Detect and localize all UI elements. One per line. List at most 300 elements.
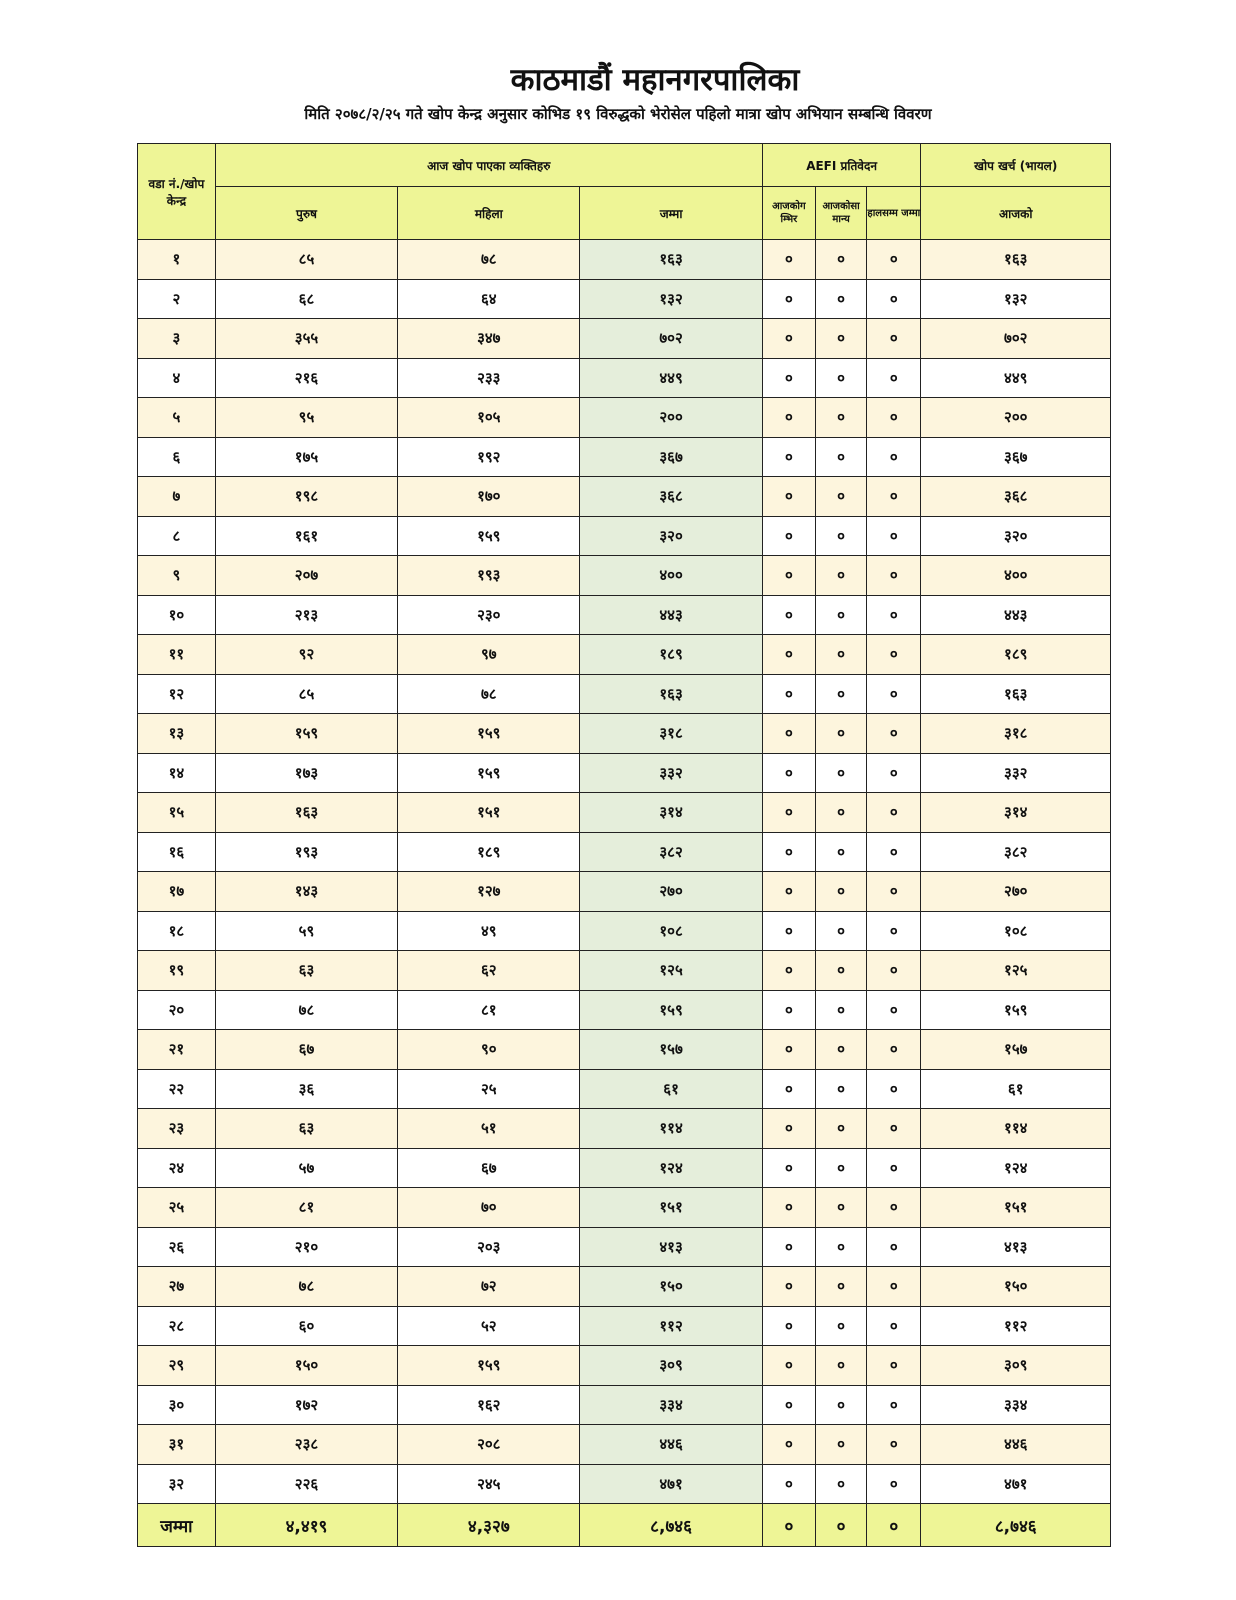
cell-ward: ५ xyxy=(138,398,216,438)
cell-ward: २० xyxy=(138,990,216,1030)
cell-aefi-cumulative: ० xyxy=(867,1148,921,1188)
cell-male: ६३ xyxy=(215,951,397,991)
cell-aefi-minor: ० xyxy=(762,1346,815,1386)
cell-vials: ३६८ xyxy=(921,477,1111,517)
cell-aefi-minor: ० xyxy=(762,556,815,596)
table-row xyxy=(138,1385,1111,1425)
header-vaccine-used: खोप खर्च (भायल) xyxy=(921,144,1111,187)
cell-female: २०३ xyxy=(398,1227,580,1267)
cell-male: १९३ xyxy=(215,832,397,872)
cell-vials: १८९ xyxy=(921,635,1111,675)
cell-aefi-cumulative: ० xyxy=(867,1227,921,1267)
cell-total: ३८२ xyxy=(580,832,762,872)
cell-vials: १५१ xyxy=(921,1188,1111,1228)
cell-aefi-cumulative: ० xyxy=(867,1425,921,1465)
cell-ward: १२ xyxy=(138,674,216,714)
cell-aefi-minor: ० xyxy=(762,1385,815,1425)
cell-ward: २७ xyxy=(138,1267,216,1307)
cell-total: १६३ xyxy=(580,674,762,714)
table-row xyxy=(138,556,1111,596)
cell-vials: ३१८ xyxy=(921,714,1111,754)
cell-ward: १५ xyxy=(138,793,216,833)
cell-vials: ३३२ xyxy=(921,753,1111,793)
cell-aefi-cumulative: ० xyxy=(867,319,921,359)
cell-male: १५९ xyxy=(215,714,397,754)
table-row xyxy=(138,1464,1111,1504)
cell-female: ७० xyxy=(398,1188,580,1228)
cell-aefi-major: ० xyxy=(815,635,866,675)
cell-aefi-major: ० xyxy=(815,1109,866,1149)
cell-ward: २३ xyxy=(138,1109,216,1149)
cell-vials: ४०० xyxy=(921,556,1111,596)
cell-aefi-cumulative: ० xyxy=(867,793,921,833)
cell-ward: २१ xyxy=(138,1030,216,1070)
cell-total: १५० xyxy=(580,1267,762,1307)
cell-vials: ६१ xyxy=(921,1069,1111,1109)
cell-female: ६२ xyxy=(398,951,580,991)
cell-aefi-cumulative: ० xyxy=(867,832,921,872)
cell-total: ३६७ xyxy=(580,437,762,477)
cell-ward: २८ xyxy=(138,1306,216,1346)
cell-aefi-minor: ० xyxy=(762,477,815,517)
cell-vials: ४७१ xyxy=(921,1464,1111,1504)
cell-aefi-minor: ० xyxy=(762,674,815,714)
cell-ward: ८ xyxy=(138,516,216,556)
cell-female: ६४ xyxy=(398,279,580,319)
cell-aefi-minor: ० xyxy=(762,753,815,793)
cell-female: १६२ xyxy=(398,1385,580,1425)
cell-ward: १९ xyxy=(138,951,216,991)
table-row xyxy=(138,1188,1111,1228)
cell-total: ७०२ xyxy=(580,319,762,359)
totals-aefi-minor: ० xyxy=(762,1504,815,1547)
header-female: महिला xyxy=(398,187,580,240)
cell-aefi-major: ० xyxy=(815,1227,866,1267)
cell-female: ५२ xyxy=(398,1306,580,1346)
cell-male: ८५ xyxy=(215,240,397,280)
cell-ward: २ xyxy=(138,279,216,319)
cell-aefi-minor: ० xyxy=(762,1227,815,1267)
cell-aefi-minor: ० xyxy=(762,1425,815,1465)
cell-aefi-major: ० xyxy=(815,1385,866,1425)
cell-ward: १६ xyxy=(138,832,216,872)
cell-vials: ४१३ xyxy=(921,1227,1111,1267)
cell-aefi-major: ० xyxy=(815,437,866,477)
cell-aefi-minor: ० xyxy=(762,358,815,398)
cell-male: ६८ xyxy=(215,279,397,319)
cell-aefi-minor: ० xyxy=(762,398,815,438)
cell-male: २१६ xyxy=(215,358,397,398)
cell-male: १४३ xyxy=(215,872,397,912)
cell-ward: ३० xyxy=(138,1385,216,1425)
cell-aefi-cumulative: ० xyxy=(867,1346,921,1386)
cell-aefi-major: ० xyxy=(815,477,866,517)
cell-ward: १ xyxy=(138,240,216,280)
cell-aefi-major: ० xyxy=(815,556,866,596)
cell-aefi-major: ० xyxy=(815,990,866,1030)
cell-aefi-cumulative: ० xyxy=(867,437,921,477)
cell-aefi-cumulative: ० xyxy=(867,240,921,280)
cell-aefi-minor: ० xyxy=(762,1267,815,1307)
cell-ward: ९ xyxy=(138,556,216,596)
cell-vials: १५० xyxy=(921,1267,1111,1307)
table-row xyxy=(138,1346,1111,1386)
cell-aefi-cumulative: ० xyxy=(867,516,921,556)
table-row xyxy=(138,1267,1111,1307)
cell-aefi-minor: ० xyxy=(762,635,815,675)
table-row xyxy=(138,358,1111,398)
cell-total: ४०० xyxy=(580,556,762,596)
cell-female: ६७ xyxy=(398,1148,580,1188)
cell-total: १५९ xyxy=(580,990,762,1030)
cell-male: ९२ xyxy=(215,635,397,675)
cell-aefi-major: ० xyxy=(815,1030,866,1070)
cell-vials: १५७ xyxy=(921,1030,1111,1070)
cell-female: २३० xyxy=(398,595,580,635)
cell-vials: ३०९ xyxy=(921,1346,1111,1386)
cell-ward: २४ xyxy=(138,1148,216,1188)
cell-aefi-minor: ० xyxy=(762,714,815,754)
cell-aefi-major: ० xyxy=(815,951,866,991)
header-aefi-cumulative: हालसम्म जम्मा xyxy=(867,187,921,240)
cell-aefi-major: ० xyxy=(815,1148,866,1188)
cell-aefi-major: ० xyxy=(815,1267,866,1307)
cell-aefi-cumulative: ० xyxy=(867,1188,921,1228)
totals-aefi-cumulative: ० xyxy=(867,1504,921,1547)
cell-vials: १६३ xyxy=(921,674,1111,714)
table-row xyxy=(138,911,1111,951)
cell-ward: १८ xyxy=(138,911,216,951)
cell-female: २०८ xyxy=(398,1425,580,1465)
header-ward: वडा नं./खोप केन्द्र xyxy=(138,144,216,240)
cell-vials: ३२० xyxy=(921,516,1111,556)
cell-total: ११२ xyxy=(580,1306,762,1346)
cell-ward: १४ xyxy=(138,753,216,793)
cell-male: १६३ xyxy=(215,793,397,833)
cell-male: ३५५ xyxy=(215,319,397,359)
totals-male: ४,४१९ xyxy=(215,1504,397,1547)
cell-aefi-minor: ० xyxy=(762,1464,815,1504)
cell-total: ३३२ xyxy=(580,753,762,793)
cell-aefi-minor: ० xyxy=(762,240,815,280)
cell-aefi-major: ० xyxy=(815,714,866,754)
cell-vials: २७० xyxy=(921,872,1111,912)
cell-aefi-minor: ० xyxy=(762,872,815,912)
cell-male: १५० xyxy=(215,1346,397,1386)
cell-ward: १० xyxy=(138,595,216,635)
cell-male: १७३ xyxy=(215,753,397,793)
header-male: पुरुष xyxy=(215,187,397,240)
cell-female: १७० xyxy=(398,477,580,517)
cell-female: २४५ xyxy=(398,1464,580,1504)
table-row xyxy=(138,832,1111,872)
cell-female: १५९ xyxy=(398,753,580,793)
table-row xyxy=(138,595,1111,635)
cell-total: ३१४ xyxy=(580,793,762,833)
cell-aefi-major: ० xyxy=(815,1425,866,1465)
cell-aefi-minor: ० xyxy=(762,1306,815,1346)
cell-aefi-major: ० xyxy=(815,240,866,280)
cell-aefi-major: ० xyxy=(815,1464,866,1504)
cell-vials: ३८२ xyxy=(921,832,1111,872)
cell-male: ५९ xyxy=(215,911,397,951)
page-subtitle: मिति २०७८/२/२५ गते खोप केन्द्र अनुसार कोभिड १९ विरुद्धको भेरोसेल पहिलो मात्रा खोप अभियान सम्बन्धि विवरण xyxy=(304,105,932,123)
cell-total: ४१३ xyxy=(580,1227,762,1267)
header-aefi-today-major: आजकोसा मान्य xyxy=(815,187,866,240)
cell-aefi-cumulative: ० xyxy=(867,1030,921,1070)
cell-aefi-cumulative: ० xyxy=(867,990,921,1030)
cell-female: १५१ xyxy=(398,793,580,833)
cell-female: ७८ xyxy=(398,674,580,714)
cell-aefi-major: ० xyxy=(815,1306,866,1346)
cell-ward: ३१ xyxy=(138,1425,216,1465)
cell-aefi-cumulative: ० xyxy=(867,398,921,438)
table-row xyxy=(138,990,1111,1030)
table-row xyxy=(138,477,1111,517)
header-vaccine-today: आजको xyxy=(921,187,1111,240)
cell-aefi-cumulative: ० xyxy=(867,1069,921,1109)
cell-ward: ३२ xyxy=(138,1464,216,1504)
cell-aefi-minor: ० xyxy=(762,911,815,951)
cell-aefi-major: ० xyxy=(815,832,866,872)
cell-aefi-major: ० xyxy=(815,793,866,833)
cell-vials: ११४ xyxy=(921,1109,1111,1149)
page-title: काठमाडौं महानगरपालिका xyxy=(510,62,800,98)
cell-ward: २९ xyxy=(138,1346,216,1386)
cell-aefi-minor: ० xyxy=(762,951,815,991)
cell-aefi-minor: ० xyxy=(762,1109,815,1149)
cell-total: १२५ xyxy=(580,951,762,991)
cell-aefi-cumulative: ० xyxy=(867,714,921,754)
cell-male: १७५ xyxy=(215,437,397,477)
cell-male: ७८ xyxy=(215,1267,397,1307)
cell-vials: ४४९ xyxy=(921,358,1111,398)
cell-male: ८१ xyxy=(215,1188,397,1228)
cell-aefi-cumulative: ० xyxy=(867,911,921,951)
cell-aefi-minor: ० xyxy=(762,279,815,319)
table-row xyxy=(138,635,1111,675)
cell-male: १९८ xyxy=(215,477,397,517)
cell-aefi-cumulative: ० xyxy=(867,1109,921,1149)
cell-aefi-cumulative: ० xyxy=(867,1385,921,1425)
cell-ward: २५ xyxy=(138,1188,216,1228)
table-row xyxy=(138,437,1111,477)
cell-aefi-cumulative: ० xyxy=(867,753,921,793)
table-row xyxy=(138,753,1111,793)
cell-vials: १२५ xyxy=(921,951,1111,991)
cell-female: ९० xyxy=(398,1030,580,1070)
table-row xyxy=(138,398,1111,438)
cell-male: ६० xyxy=(215,1306,397,1346)
cell-aefi-major: ० xyxy=(815,516,866,556)
cell-female: १२७ xyxy=(398,872,580,912)
cell-female: २३३ xyxy=(398,358,580,398)
cell-aefi-major: ० xyxy=(815,595,866,635)
cell-total: १५७ xyxy=(580,1030,762,1070)
cell-aefi-major: ० xyxy=(815,358,866,398)
table-row xyxy=(138,793,1111,833)
cell-aefi-major: ० xyxy=(815,1346,866,1386)
cell-aefi-minor: ० xyxy=(762,832,815,872)
table-row xyxy=(138,240,1111,280)
cell-total: २७० xyxy=(580,872,762,912)
cell-male: ८५ xyxy=(215,674,397,714)
table-row xyxy=(138,714,1111,754)
cell-aefi-minor: ० xyxy=(762,1148,815,1188)
cell-aefi-cumulative: ० xyxy=(867,951,921,991)
cell-aefi-minor: ० xyxy=(762,595,815,635)
cell-aefi-major: ० xyxy=(815,872,866,912)
cell-aefi-cumulative: ० xyxy=(867,1267,921,1307)
header-aefi-report: AEFI प्रतिवेदन xyxy=(762,144,921,187)
cell-vials: १२४ xyxy=(921,1148,1111,1188)
cell-aefi-cumulative: ० xyxy=(867,279,921,319)
table-row xyxy=(138,1148,1111,1188)
cell-male: १७२ xyxy=(215,1385,397,1425)
table-row xyxy=(138,1227,1111,1267)
cell-total: १०८ xyxy=(580,911,762,951)
cell-female: ७८ xyxy=(398,240,580,280)
table-row xyxy=(138,674,1111,714)
cell-total: १६३ xyxy=(580,240,762,280)
cell-aefi-cumulative: ० xyxy=(867,358,921,398)
cell-ward: ११ xyxy=(138,635,216,675)
cell-total: ४४३ xyxy=(580,595,762,635)
vaccination-table xyxy=(137,143,1111,1547)
cell-female: ८१ xyxy=(398,990,580,1030)
cell-total: ४४६ xyxy=(580,1425,762,1465)
totals-female: ४,३२७ xyxy=(398,1504,580,1547)
cell-aefi-minor: ० xyxy=(762,793,815,833)
cell-ward: १७ xyxy=(138,872,216,912)
cell-aefi-cumulative: ० xyxy=(867,872,921,912)
totals-total: ८,७४६ xyxy=(580,1504,762,1547)
table-row xyxy=(138,951,1111,991)
cell-female: १५९ xyxy=(398,516,580,556)
totals-label: जम्मा xyxy=(138,1504,216,1547)
cell-vials: १६३ xyxy=(921,240,1111,280)
table-row xyxy=(138,516,1111,556)
cell-vials: १०८ xyxy=(921,911,1111,951)
cell-vials: २०० xyxy=(921,398,1111,438)
totals-row xyxy=(138,1504,1111,1547)
cell-male: २०७ xyxy=(215,556,397,596)
cell-ward: १३ xyxy=(138,714,216,754)
cell-ward: ६ xyxy=(138,437,216,477)
cell-female: ७२ xyxy=(398,1267,580,1307)
header-vaccinated-today: आज खोप पाएका व्यक्तिहरु xyxy=(215,144,762,187)
cell-aefi-major: ० xyxy=(815,319,866,359)
cell-aefi-cumulative: ० xyxy=(867,595,921,635)
cell-female: २५ xyxy=(398,1069,580,1109)
cell-ward: ३ xyxy=(138,319,216,359)
header-aefi-today-minor: आजकोग म्भिर xyxy=(762,187,815,240)
cell-vials: ३३४ xyxy=(921,1385,1111,1425)
cell-aefi-cumulative: ० xyxy=(867,1464,921,1504)
cell-female: ४९ xyxy=(398,911,580,951)
cell-total: ११४ xyxy=(580,1109,762,1149)
cell-aefi-major: ० xyxy=(815,279,866,319)
cell-ward: ७ xyxy=(138,477,216,517)
cell-vials: ३६७ xyxy=(921,437,1111,477)
cell-total: १५१ xyxy=(580,1188,762,1228)
cell-total: १८९ xyxy=(580,635,762,675)
cell-ward: २२ xyxy=(138,1069,216,1109)
cell-vials: १५९ xyxy=(921,990,1111,1030)
table-row xyxy=(138,1425,1111,1465)
table-row xyxy=(138,1030,1111,1070)
cell-female: ५१ xyxy=(398,1109,580,1149)
cell-total: २०० xyxy=(580,398,762,438)
cell-ward: २६ xyxy=(138,1227,216,1267)
cell-aefi-minor: ० xyxy=(762,1188,815,1228)
cell-aefi-major: ० xyxy=(815,911,866,951)
cell-aefi-major: ० xyxy=(815,674,866,714)
cell-total: ३६८ xyxy=(580,477,762,517)
cell-female: १५९ xyxy=(398,714,580,754)
cell-total: ३१८ xyxy=(580,714,762,754)
header-total: जम्मा xyxy=(580,187,762,240)
cell-female: १५९ xyxy=(398,1346,580,1386)
cell-male: ३६ xyxy=(215,1069,397,1109)
table-row xyxy=(138,319,1111,359)
cell-female: १८९ xyxy=(398,832,580,872)
cell-male: २३८ xyxy=(215,1425,397,1465)
cell-aefi-major: ० xyxy=(815,1188,866,1228)
cell-male: ७८ xyxy=(215,990,397,1030)
table-row xyxy=(138,1069,1111,1109)
cell-female: ९७ xyxy=(398,635,580,675)
cell-total: ३०९ xyxy=(580,1346,762,1386)
table-body xyxy=(138,240,1111,1504)
cell-female: १९३ xyxy=(398,556,580,596)
cell-aefi-cumulative: ० xyxy=(867,477,921,517)
cell-ward: ४ xyxy=(138,358,216,398)
cell-total: १२४ xyxy=(580,1148,762,1188)
table-row xyxy=(138,872,1111,912)
cell-total: ६१ xyxy=(580,1069,762,1109)
cell-total: ४४९ xyxy=(580,358,762,398)
cell-female: १९२ xyxy=(398,437,580,477)
cell-aefi-cumulative: ० xyxy=(867,674,921,714)
cell-aefi-major: ० xyxy=(815,753,866,793)
cell-male: १६१ xyxy=(215,516,397,556)
cell-aefi-minor: ० xyxy=(762,1030,815,1070)
cell-aefi-cumulative: ० xyxy=(867,556,921,596)
cell-aefi-minor: ० xyxy=(762,319,815,359)
cell-vials: ४४६ xyxy=(921,1425,1111,1465)
cell-vials: ४४३ xyxy=(921,595,1111,635)
cell-male: ६७ xyxy=(215,1030,397,1070)
cell-male: ५७ xyxy=(215,1148,397,1188)
cell-aefi-major: ० xyxy=(815,398,866,438)
cell-male: २१३ xyxy=(215,595,397,635)
cell-vials: ३१४ xyxy=(921,793,1111,833)
cell-aefi-minor: ० xyxy=(762,990,815,1030)
cell-total: ३३४ xyxy=(580,1385,762,1425)
cell-male: ९५ xyxy=(215,398,397,438)
totals-vials: ८,७४६ xyxy=(921,1504,1111,1547)
cell-total: १३२ xyxy=(580,279,762,319)
cell-male: ६३ xyxy=(215,1109,397,1149)
totals-aefi-major: ० xyxy=(815,1504,866,1547)
table-row xyxy=(138,1109,1111,1149)
cell-vials: ११२ xyxy=(921,1306,1111,1346)
table-row xyxy=(138,279,1111,319)
cell-vials: ७०२ xyxy=(921,319,1111,359)
cell-vials: १३२ xyxy=(921,279,1111,319)
cell-aefi-major: ० xyxy=(815,1069,866,1109)
